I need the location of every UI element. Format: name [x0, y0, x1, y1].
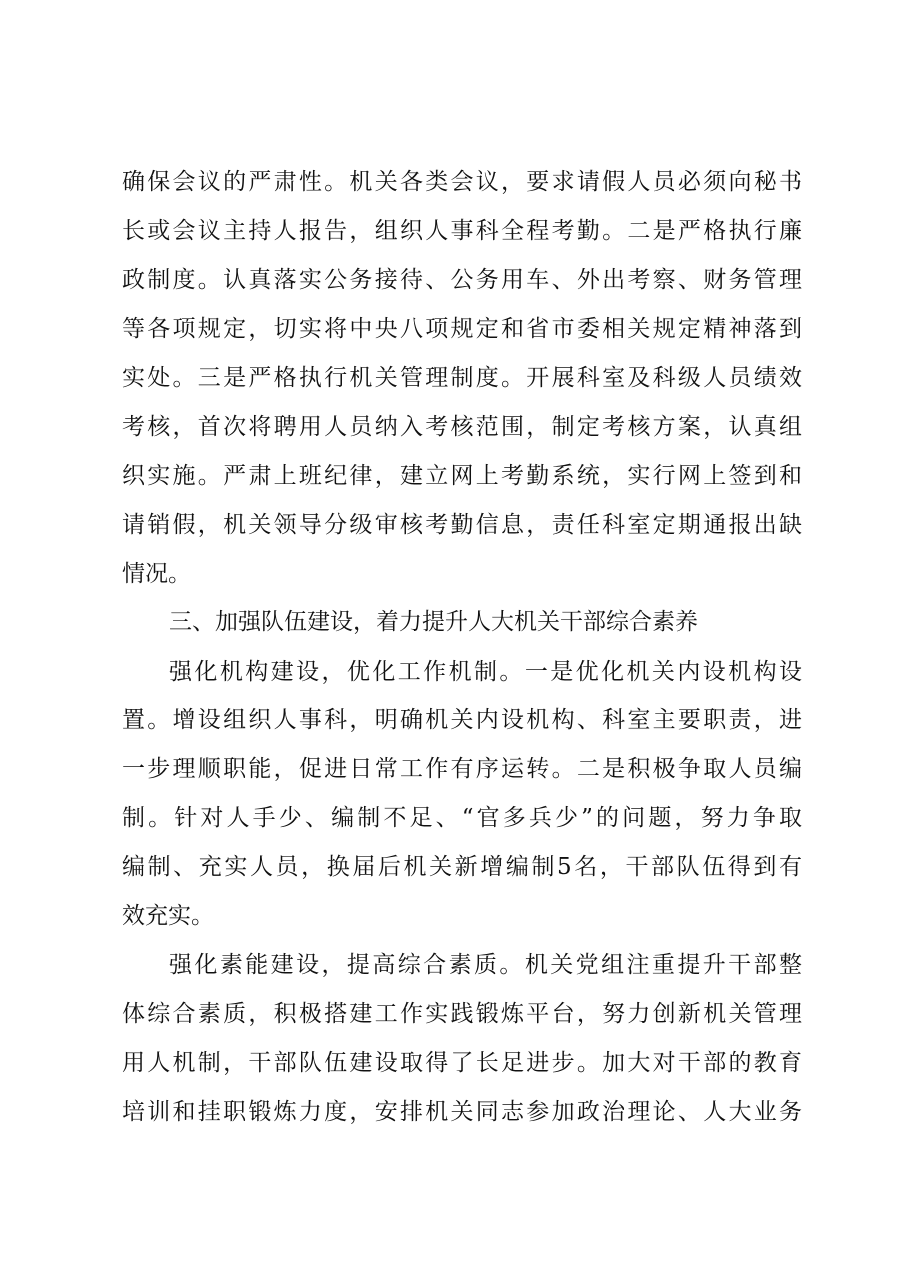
section-heading: 三、加强队伍建设，着力提升人大机关干部综合素养 — [169, 609, 698, 635]
body-text-line: 织实施。严肃上班纪律，建立网上考勤系统，实行网上签到和 — [122, 463, 802, 489]
body-text-line: 确保会议的严肃性。机关各类会议，要求请假人员必须向秘书 — [122, 169, 802, 195]
paragraph-first-line: 强化机构建设，优化工作机制。一是优化机关内设机构设 — [169, 659, 802, 685]
body-text-line: 效充实。 — [122, 903, 214, 929]
body-text-line: 一步理顺职能，促进日常工作有序运转。二是积极争取人员编 — [122, 756, 802, 782]
paragraph-first-line: 强化素能建设，提高综合素质。机关党组注重提升干部整 — [169, 952, 802, 978]
body-text-line: 考核，首次将聘用人员纳入考核范围，制定考核方案，认真组 — [122, 414, 802, 440]
body-text-line: 请销假，机关领导分级审核考勤信息，责任科室定期通报出缺 — [122, 512, 802, 538]
body-text-line: 培训和挂职锻炼力度，安排机关同志参加政治理论、人大业务 — [122, 1099, 802, 1125]
body-text-line: 等各项规定，切实将中央八项规定和省市委相关规定精神落到 — [122, 316, 802, 342]
body-text-line: 长或会议主持人报告，组织人事科全程考勤。二是严格执行廉 — [122, 218, 802, 244]
body-text-line: 置。增设组织人事科，明确机关内设机构、科室主要职责，进 — [122, 707, 802, 733]
body-text-line: 用人机制，干部队伍建设取得了长足进步。加大对干部的教育 — [122, 1050, 802, 1076]
body-text-line: 编制、充实人员，换届后机关新增编制5名，干部队伍得到有 — [122, 854, 802, 880]
body-text-line: 实处。三是严格执行机关管理制度。开展科室及科级人员绩效 — [122, 365, 802, 391]
body-text-line: 政制度。认真落实公务接待、公务用车、外出考察、财务管理 — [122, 267, 802, 293]
body-text-line: 体综合素质，积极搭建工作实践锻炼平台，努力创新机关管理 — [122, 1001, 802, 1027]
body-text-line: 情况。 — [122, 561, 191, 587]
body-text-line: 制。针对人手少、编制不足、“官多兵少”的问题，努力争取 — [122, 805, 802, 831]
